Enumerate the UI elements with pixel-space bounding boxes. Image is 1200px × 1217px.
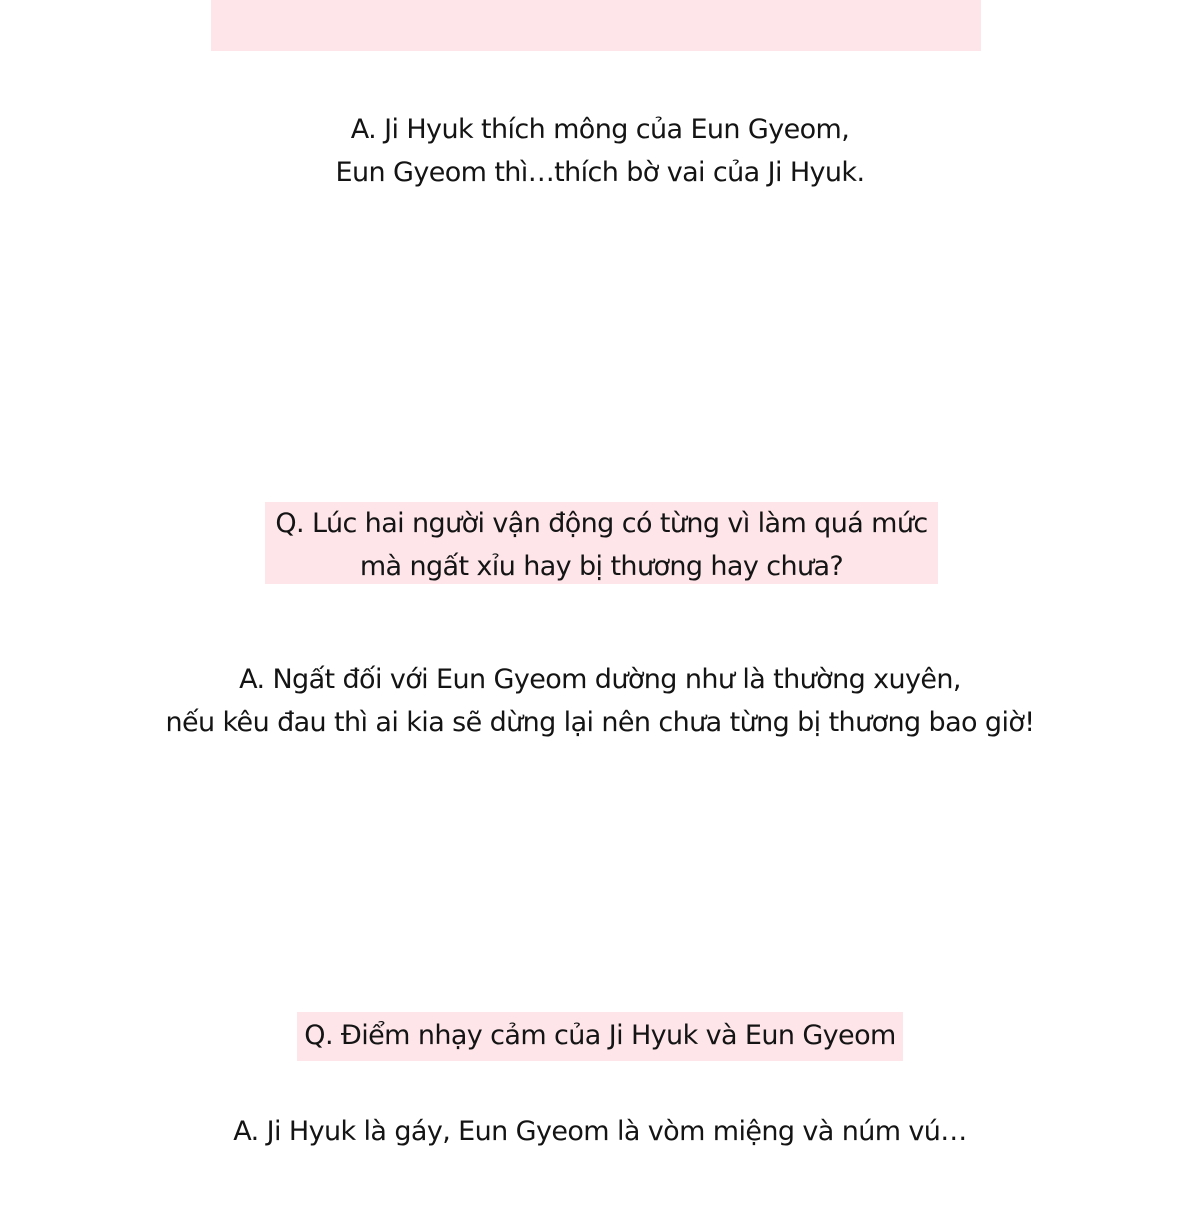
answer-1-line-2: Eun Gyeom thì…thích bờ vai của Ji Hyuk. (335, 157, 865, 188)
answer-2-line-2: nếu kêu đau thì ai kia sẽ dừng lại nên chưa từng bị thương bao giờ! (165, 707, 1035, 738)
answer-1-line-1: A. Ji Hyuk thích mông của Eun Gyeom, (350, 114, 850, 145)
question-2-line-1: Q. Lúc hai người vận động có từng vì làm quá mức (275, 508, 928, 539)
answer-2-line-1: A. Ngất đối với Eun Gyeom dường như là thường xuyên, (239, 664, 961, 695)
answer-block-1 (0, 108, 1200, 194)
question-box-3 (297, 1012, 903, 1061)
question-2-line-2: mà ngất xỉu hay bị thương hay chưa? (359, 551, 844, 582)
question-box-2 (265, 502, 938, 584)
question-box-1 (211, 0, 981, 51)
question-3-line-1: Q. Điểm nhạy cảm của Ji Hyuk và Eun Gyeom (304, 1020, 896, 1051)
answer-3-line-1: A. Ji Hyuk là gáy, Eun Gyeom là vòm miệng và núm vú… (233, 1116, 967, 1147)
question-1-line-2 (211, 0, 981, 7)
answer-block-3 (0, 1110, 1200, 1153)
answer-block-2 (0, 658, 1200, 744)
